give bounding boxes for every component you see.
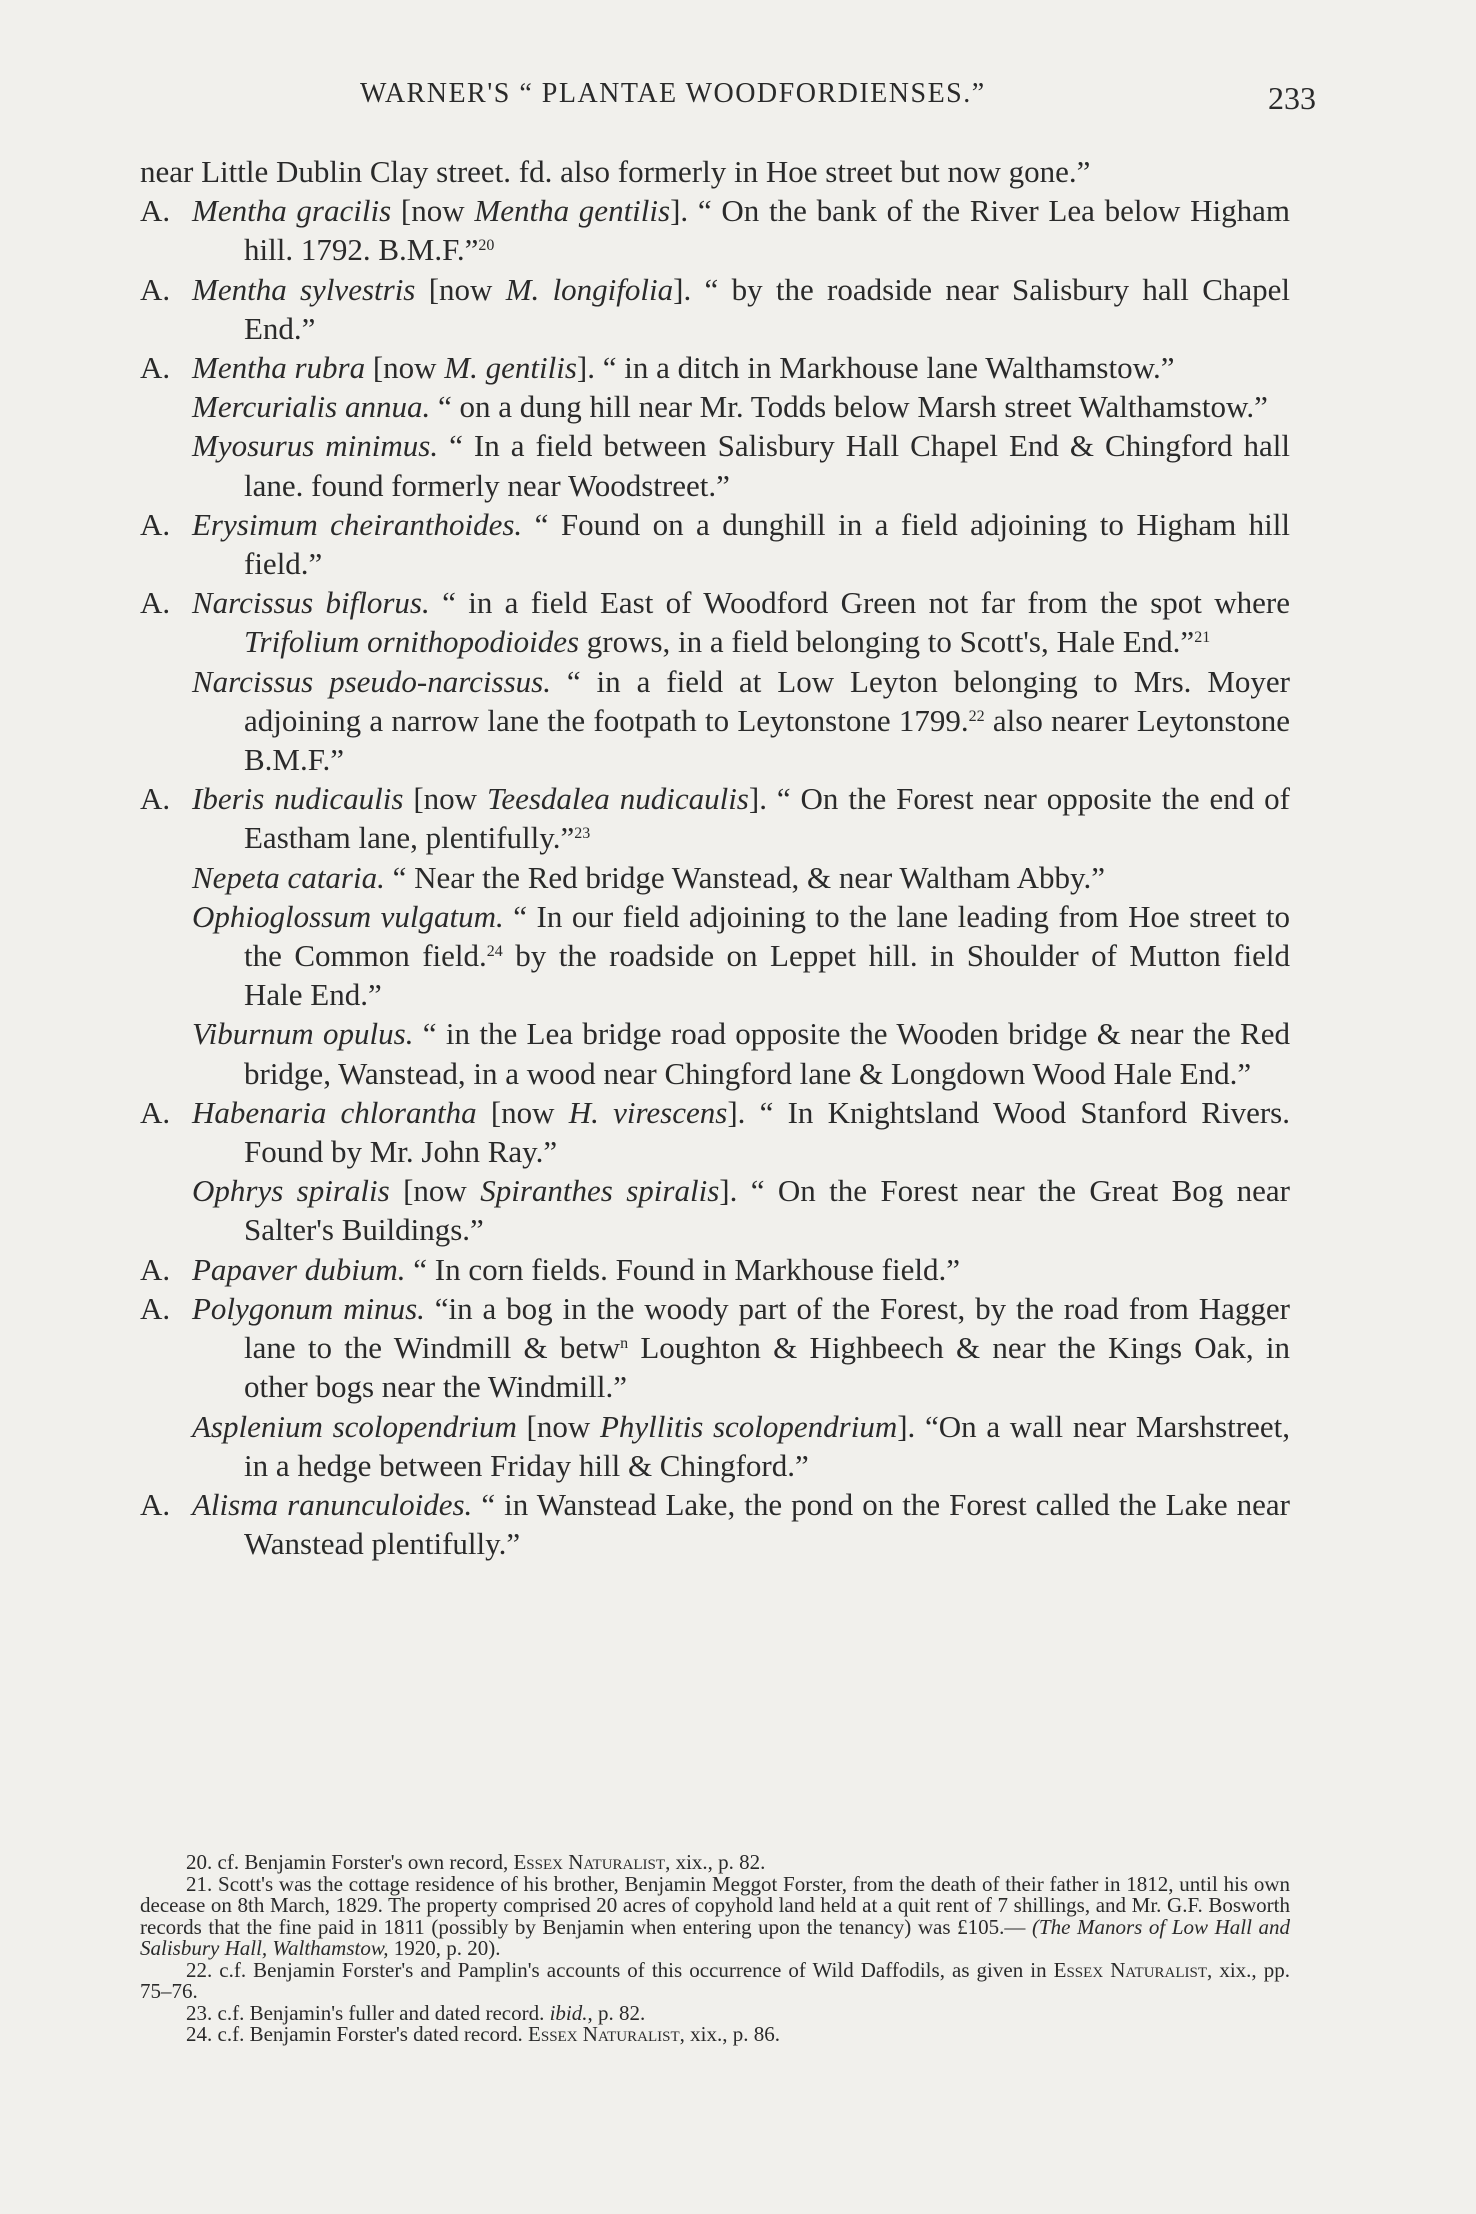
quotation: “ Near the Red bridge Wanstead, & near Waltham Abby.”: [384, 859, 1105, 895]
footnote-number: 24.: [186, 2022, 213, 2046]
synonym-open: [now: [526, 1408, 600, 1444]
footnote-ref: 24: [486, 943, 503, 961]
species-entry: [140, 583, 1290, 661]
synonym-close: ].: [670, 193, 689, 229]
current-name: Spiranthes spiralis: [480, 1173, 720, 1209]
quotation: “On a wall near Marshstreet, in a hedge between Friday hill & Chingford.”: [244, 1408, 1290, 1483]
synonym-close: ].: [576, 350, 595, 386]
collector-mark: A.: [140, 350, 171, 386]
page-number: 233: [1268, 80, 1316, 116]
species-name: Ophioglossum vulgatum.: [192, 898, 504, 934]
footnote: [140, 1852, 1290, 1874]
species-name: Narcissus biflorus.: [192, 585, 430, 621]
footnote-ref: 22: [968, 707, 985, 725]
footnote-number: 21.: [186, 1871, 213, 1896]
quotation: also nearer Leytonstone B.M.F.”: [244, 702, 1290, 778]
journal-name: Essex Naturalist: [528, 2022, 680, 2046]
species-name: Habenaria chlorantha: [192, 1094, 477, 1130]
footnote-ref: 23: [574, 825, 591, 843]
footnote-number: 22.: [186, 1957, 213, 1982]
synonym-open: [now: [400, 193, 475, 229]
collector-mark: A.: [140, 585, 171, 621]
species-name: Ophrys spiralis: [192, 1173, 390, 1209]
collector-mark: A.: [140, 1486, 171, 1522]
species-name: Polygonum minus.: [192, 1290, 425, 1326]
species-entry: [140, 1407, 1290, 1485]
species-entry: [140, 897, 1290, 1015]
quotation: “ on a dung hill near Mr. Todds below Marsh street Walthamstow.”: [430, 389, 1268, 425]
species-entry: [140, 1014, 1290, 1092]
species-name: Erysimum cheiranthoides.: [192, 506, 523, 542]
species-name: Mentha rubra: [192, 350, 366, 386]
species-entry: [140, 779, 1290, 857]
quotation: “in a bog in the woody part of the Forest, by the road from Hagger lane to the Windmill & betw: [244, 1290, 1290, 1366]
species-entry: [140, 1250, 1290, 1289]
species-entry: [140, 858, 1290, 897]
footnote-text: cf. Benjamin Forster's own record,: [212, 1850, 514, 1874]
synonym-open: [now: [403, 1173, 481, 1209]
collector-mark: A.: [140, 1094, 171, 1130]
quotation: “ by the roadside near Salisbury hall Chapel End.”: [244, 271, 1291, 346]
current-name: M. longifolia: [505, 271, 674, 307]
species-name: Nepeta cataria.: [192, 859, 385, 895]
footnote-text: c.f. Benjamin Forster's and Pamplin's accounts of this occurrence of Wild Daffodils, as given in: [212, 1957, 1054, 1982]
species-name: Mentha gracilis: [192, 193, 392, 229]
quotation: “ in the Lea bridge road opposite the Wooden bridge & near the Red bridge, Wanstead, in a wood near Chingford lane & Longdown Wood Hale End.”: [244, 1016, 1290, 1091]
collector-mark: A.: [140, 781, 171, 817]
synonym-close: ].: [897, 1408, 916, 1444]
quotation: “ in Wanstead Lake, the pond on the Forest called the Lake near Wanstead plentifully.”: [244, 1486, 1290, 1562]
footnote-text: , xix., pp. 75–76.: [140, 1957, 1290, 2003]
synonym-close: ].: [748, 781, 767, 817]
quotation: grows, in a field belonging to Scott's, Hale End.”: [579, 624, 1195, 660]
quotation: “ On the Forest near the Great Bog near Salter's Buildings.”: [244, 1173, 1290, 1248]
collector-mark: A.: [140, 271, 171, 307]
collector-mark: A.: [140, 193, 171, 229]
footnote: [140, 1957, 1290, 2003]
collector-mark: A.: [140, 1251, 171, 1287]
species-entry: [140, 662, 1290, 780]
current-name: Phyllitis scolopendrium: [599, 1408, 898, 1444]
quotation: by the roadside on Leppet hill. in Shoulder of Mutton field Hale End.”: [244, 938, 1290, 1013]
running-header: [140, 78, 1316, 122]
synonym-open: [now: [490, 1094, 569, 1130]
footnote-number: 20.: [186, 1850, 213, 1874]
quotation: “ Found on a dunghill in a field adjoining to Higham hill field.”: [244, 506, 1290, 582]
current-name: Teesdalea nudicaulis: [486, 781, 749, 817]
species-name: Iberis nudicaulis: [192, 781, 404, 817]
species-entry: [140, 1485, 1290, 1563]
species-entry: [140, 505, 1290, 583]
species-entry: [140, 1289, 1290, 1407]
footnote-ref: 21: [1194, 629, 1211, 647]
footnote-text: c.f. Benjamin Forster's dated record.: [212, 2022, 529, 2046]
footnote-text: Scott's was the cottage residence of his brother, Benjamin Meggot Forster, from the death of their father in 1812, until his own decease on 8th March, 1829. The property comprised 20 acres of copyhold land held at a quit rent of 7 shillings, and Mr. G.F. Bosworth records that the fine paid in 1811 (possibly by Benjamin when entering upon the tenancy) was £105.—: [140, 1871, 1290, 1939]
synonym-close: ].: [719, 1173, 738, 1209]
current-name: Mentha gentilis: [474, 193, 671, 229]
footnote-ref: 20: [478, 237, 495, 255]
synonym-open: [now: [413, 781, 487, 817]
species-name: Asplenium scolopendrium: [192, 1408, 517, 1444]
synonym-close: ].: [673, 271, 692, 307]
citation-title: ibid.: [549, 2000, 588, 2025]
species-entry: [140, 191, 1290, 269]
species-name: Narcissus pseudo-narcissus.: [192, 663, 551, 699]
species-name: Papaver dubium.: [192, 1251, 406, 1287]
species-name: Viburnum opulus.: [192, 1016, 414, 1052]
quotation: “ On the bank of the River Lea below Higham hill. 1792. B.M.F.”: [244, 193, 1291, 268]
footnote: [140, 2000, 1290, 2025]
footnote-text: , xix., p. 82.: [665, 1850, 766, 1874]
footnote-number: 23.: [186, 2000, 213, 2025]
quoted-species: Trifolium ornithopodioides: [244, 624, 580, 660]
synonym-close: ].: [727, 1094, 746, 1130]
collector-mark: A.: [140, 506, 171, 542]
species-name: Myosurus minimus.: [192, 428, 439, 464]
species-entry: [140, 1171, 1290, 1249]
entry-text: near Little Dublin Clay street. fd. also formerly in Hoe street but now gone.”: [140, 154, 1091, 189]
footnote: [140, 2024, 1290, 2046]
current-name: M. gentilis: [444, 350, 577, 386]
collector-mark: A.: [140, 1290, 171, 1326]
species-entry: [140, 1093, 1290, 1171]
quotation: Loughton & Highbeech & near the Kings Oak, in other bogs near the Windmill.”: [244, 1330, 1290, 1405]
journal-name: Essex Naturalist: [513, 1850, 666, 1874]
footnote-text: , p. 82.: [587, 2000, 646, 2025]
quotation: “ In a field between Salisbury Hall Chapel End & Chingford hall lane. found formerly near Woodstreet.”: [244, 428, 1290, 503]
quotation: “ in a ditch in Markhouse lane Walthamstow.”: [594, 350, 1175, 386]
quotation: “ in a field East of Woodford Green not far from the spot where: [429, 585, 1290, 621]
journal-name: Essex Naturalist: [1053, 1957, 1208, 1982]
species-name: Mercurialis annua.: [192, 389, 431, 425]
footnote-text: c.f. Benjamin's fuller and dated record.: [212, 2000, 550, 2025]
abbrev-sup: n: [620, 1335, 629, 1353]
species-name: Mentha sylvestris: [192, 271, 416, 307]
citation-title: (The Manors of Low Hall and Salisbury Hall, Walthamstow,: [140, 1914, 1291, 1960]
synonym-open: [now: [372, 350, 445, 386]
quotation: “ In our field adjoining to the lane leading from Hoe street to the Common field.: [244, 898, 1290, 974]
species-entry: [140, 426, 1290, 504]
footnote-text: 1920, p. 20).: [388, 1936, 501, 1960]
species-entry: [140, 348, 1290, 387]
species-entry: [140, 152, 1290, 191]
quotation: “ In corn fields. Found in Markhouse field.”: [405, 1251, 960, 1287]
species-entry: [140, 270, 1290, 348]
species-entry: [140, 387, 1290, 426]
quotation: “ in a field at Low Leyton belonging to Mrs. Moyer adjoining a narrow lane the footpath to Leytonstone 1799.: [244, 663, 1290, 738]
current-name: H. virescens: [568, 1094, 728, 1130]
species-name: Alisma ranunculoides.: [192, 1486, 473, 1522]
footnotes: [140, 1852, 1290, 2046]
running-title: WARNER'S “ PLANTAE WOODFORDIENSES.”: [360, 78, 986, 109]
species-list: [140, 152, 1290, 1563]
footnote: [140, 1871, 1291, 1960]
quotation: “ On the Forest near opposite the end of Eastham lane, plentifully.”: [244, 781, 1290, 856]
quotation: “ In Knightsland Wood Stanford Rivers. Found by Mr. John Ray.”: [244, 1094, 1290, 1170]
footnote-text: , xix., p. 86.: [679, 2022, 780, 2046]
synonym-open: [now: [428, 271, 506, 307]
